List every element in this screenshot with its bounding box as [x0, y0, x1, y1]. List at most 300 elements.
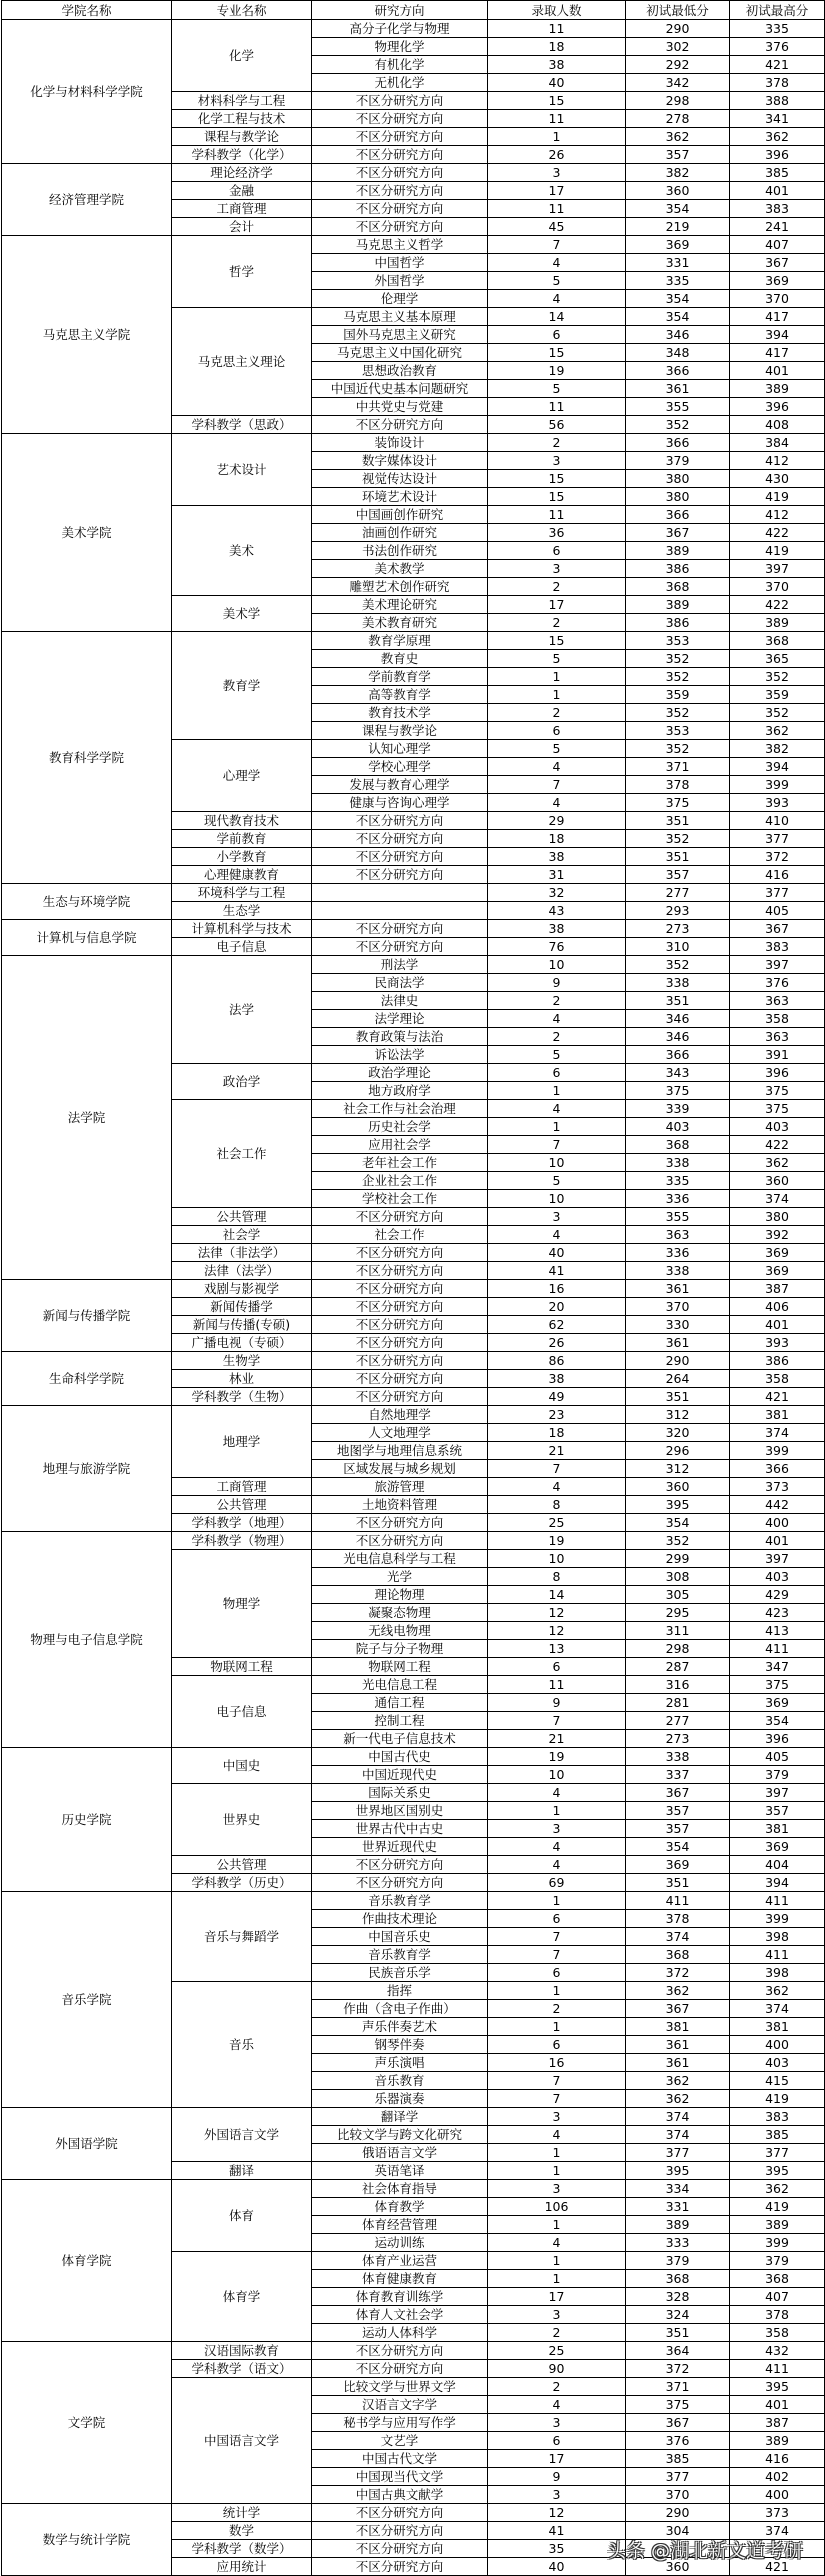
admitted-count: 1 — [488, 2162, 626, 2180]
admitted-count: 3 — [488, 2108, 626, 2126]
admitted-count: 4 — [488, 254, 626, 272]
min-score: 351 — [626, 1874, 730, 1892]
admitted-count: 62 — [488, 1316, 626, 1334]
admitted-count: 1 — [488, 2270, 626, 2288]
research-direction: 国外马克思主义研究 — [312, 326, 488, 344]
min-score: 357 — [626, 866, 730, 884]
max-score: 388 — [730, 92, 825, 110]
max-score: 407 — [730, 236, 825, 254]
admitted-count: 40 — [488, 2558, 626, 2576]
min-score: 357 — [626, 146, 730, 164]
college-name: 历史学院 — [2, 1748, 172, 1892]
admitted-count: 3 — [488, 452, 626, 470]
max-score: 404 — [730, 1856, 825, 1874]
research-direction: 体育教育训练学 — [312, 2288, 488, 2306]
admitted-count: 10 — [488, 956, 626, 974]
table-header-row — [2, 1, 825, 20]
admitted-count: 4 — [488, 1784, 626, 1802]
research-direction: 美术教学 — [312, 560, 488, 578]
admitted-count: 1 — [488, 128, 626, 146]
max-score: 363 — [730, 992, 825, 1010]
research-direction: 院子与分子物理 — [312, 1640, 488, 1658]
max-score: 375 — [730, 1100, 825, 1118]
max-score: 362 — [730, 722, 825, 740]
admitted-count: 4 — [488, 794, 626, 812]
max-score: 397 — [730, 956, 825, 974]
min-score: 335 — [626, 272, 730, 290]
max-score: 374 — [730, 2522, 825, 2540]
admitted-count: 7 — [488, 1946, 626, 1964]
admitted-count: 106 — [488, 2198, 626, 2216]
major-name: 翻译 — [172, 2162, 312, 2180]
research-direction: 不区分研究方向 — [312, 866, 488, 884]
admitted-count: 29 — [488, 812, 626, 830]
min-score: 369 — [626, 1856, 730, 1874]
max-score: 411 — [730, 1946, 825, 1964]
min-score: 374 — [626, 2108, 730, 2126]
major-name: 环境科学与工程 — [172, 884, 312, 902]
max-score: 393 — [730, 794, 825, 812]
research-direction: 不区分研究方向 — [312, 848, 488, 866]
major-name: 中国语言文学 — [172, 2378, 312, 2504]
min-score: 381 — [626, 2018, 730, 2036]
max-score: 400 — [730, 2486, 825, 2504]
min-score: 364 — [626, 2342, 730, 2360]
max-score: 422 — [730, 1136, 825, 1154]
admitted-count: 36 — [488, 524, 626, 542]
research-direction: 不区分研究方向 — [312, 2540, 488, 2558]
admitted-count: 23 — [488, 1406, 626, 1424]
min-score: 290 — [626, 1352, 730, 1370]
max-score: 359 — [730, 686, 825, 704]
admitted-count: 41 — [488, 2522, 626, 2540]
table-row — [2, 20, 825, 38]
max-score: 378 — [730, 2306, 825, 2324]
research-direction: 美术教育研究 — [312, 614, 488, 632]
admitted-count: 17 — [488, 2288, 626, 2306]
max-score: 358 — [730, 1370, 825, 1388]
admitted-count: 2 — [488, 434, 626, 452]
table-body — [2, 20, 825, 2576]
max-score: 399 — [730, 776, 825, 794]
admitted-count: 16 — [488, 2054, 626, 2072]
research-direction: 区域发展与城乡规划 — [312, 1460, 488, 1478]
min-score: 395 — [626, 1496, 730, 1514]
major-name: 学前教育 — [172, 830, 312, 848]
max-score: 352 — [730, 668, 825, 686]
research-direction: 翻译学 — [312, 2108, 488, 2126]
max-score: 376 — [730, 974, 825, 992]
major-name: 马克思主义理论 — [172, 308, 312, 416]
max-score: 411 — [730, 1640, 825, 1658]
max-score: 379 — [730, 2252, 825, 2270]
min-score: 395 — [626, 2162, 730, 2180]
admitted-count: 15 — [488, 488, 626, 506]
min-score: 292 — [626, 56, 730, 74]
min-score: 351 — [626, 848, 730, 866]
min-score: 273 — [626, 920, 730, 938]
max-score: 394 — [730, 758, 825, 776]
min-score: 311 — [626, 1622, 730, 1640]
max-score: 399 — [730, 2234, 825, 2252]
admitted-count: 3 — [488, 2414, 626, 2432]
max-score: 381 — [730, 2018, 825, 2036]
min-score: 299 — [626, 1550, 730, 1568]
admitted-count: 15 — [488, 632, 626, 650]
max-score: 416 — [730, 866, 825, 884]
college-name: 物理与电子信息学院 — [2, 1532, 172, 1748]
research-direction: 健康与咨询心理学 — [312, 794, 488, 812]
admitted-count: 35 — [488, 2540, 626, 2558]
min-score: 379 — [626, 452, 730, 470]
admitted-count: 32 — [488, 884, 626, 902]
major-name: 统计学 — [172, 2504, 312, 2522]
research-direction: 不区分研究方向 — [312, 1532, 488, 1550]
min-score: 386 — [626, 614, 730, 632]
max-score: 368 — [730, 2270, 825, 2288]
admitted-count: 6 — [488, 1064, 626, 1082]
research-direction: 理论物理 — [312, 1586, 488, 1604]
research-direction: 高分子化学与物理 — [312, 20, 488, 38]
research-direction: 学校心理学 — [312, 758, 488, 776]
major-name: 艺术设计 — [172, 434, 312, 506]
min-score: 367 — [626, 2414, 730, 2432]
research-direction: 不区分研究方向 — [312, 2360, 488, 2378]
max-score: 354 — [730, 1712, 825, 1730]
header-max-score: 初试最高分 — [730, 1, 825, 20]
college-name: 数学与统计学院 — [2, 2504, 172, 2576]
max-score: 375 — [730, 1676, 825, 1694]
max-score: 400 — [730, 1514, 825, 1532]
research-direction: 指挥 — [312, 1982, 488, 2000]
research-direction: 不区分研究方向 — [312, 1334, 488, 1352]
max-score: 416 — [730, 2450, 825, 2468]
min-score: 359 — [626, 686, 730, 704]
max-score: 358 — [730, 1010, 825, 1028]
max-score: 387 — [730, 1280, 825, 1298]
major-name: 现代教育技术 — [172, 812, 312, 830]
max-score: 393 — [730, 1334, 825, 1352]
admitted-count: 9 — [488, 2468, 626, 2486]
max-score: 405 — [730, 1748, 825, 1766]
major-name: 计算机科学与技术 — [172, 920, 312, 938]
admitted-count: 1 — [488, 686, 626, 704]
research-direction: 旅游管理 — [312, 1478, 488, 1496]
max-score: 400 — [730, 2036, 825, 2054]
college-name: 生态与环境学院 — [2, 884, 172, 920]
max-score: 362 — [730, 1982, 825, 2000]
research-direction: 不区分研究方向 — [312, 1316, 488, 1334]
min-score: 287 — [626, 1658, 730, 1676]
min-score: 308 — [626, 1568, 730, 1586]
major-name: 学科教学（生物） — [172, 1388, 312, 1406]
research-direction: 政治学理论 — [312, 1064, 488, 1082]
research-direction: 声乐演唱 — [312, 2054, 488, 2072]
min-score: 351 — [626, 992, 730, 1010]
min-score: 310 — [626, 938, 730, 956]
major-name: 化学 — [172, 20, 312, 92]
major-name: 心理健康教育 — [172, 866, 312, 884]
admitted-count: 4 — [488, 1010, 626, 1028]
major-name: 法学 — [172, 956, 312, 1064]
research-direction: 比较文学与世界文学 — [312, 2378, 488, 2396]
min-score: 368 — [626, 578, 730, 596]
admitted-count: 4 — [488, 1226, 626, 1244]
min-score: 376 — [626, 2432, 730, 2450]
college-name: 体育学院 — [2, 2180, 172, 2342]
college-name: 教育科学学院 — [2, 632, 172, 884]
admitted-count: 6 — [488, 1964, 626, 1982]
min-score: 328 — [626, 2288, 730, 2306]
research-direction: 光电信息工程 — [312, 1676, 488, 1694]
research-direction: 油画创作研究 — [312, 524, 488, 542]
major-name: 材料科学与工程 — [172, 92, 312, 110]
admitted-count: 25 — [488, 1514, 626, 1532]
major-name: 社会工作 — [172, 1100, 312, 1208]
college-name: 生命科学学院 — [2, 1352, 172, 1406]
min-score: 370 — [626, 2486, 730, 2504]
max-score: 402 — [730, 2468, 825, 2486]
research-direction: 土地资料管理 — [312, 1496, 488, 1514]
major-name: 哲学 — [172, 236, 312, 308]
max-score: 401 — [730, 2396, 825, 2414]
admitted-count: 21 — [488, 1730, 626, 1748]
major-name: 学科教学（化学） — [172, 146, 312, 164]
admitted-count: 7 — [488, 1928, 626, 1946]
admitted-count: 15 — [488, 92, 626, 110]
table-row — [2, 2342, 825, 2360]
admitted-count: 2 — [488, 2000, 626, 2018]
max-score: 412 — [730, 452, 825, 470]
major-name: 金融 — [172, 182, 312, 200]
min-score: 369 — [626, 236, 730, 254]
admitted-count: 5 — [488, 1172, 626, 1190]
admitted-count: 3 — [488, 560, 626, 578]
min-score: 352 — [626, 956, 730, 974]
min-score: 295 — [626, 1604, 730, 1622]
min-score: 372 — [626, 1964, 730, 1982]
min-score: 367 — [626, 524, 730, 542]
major-name: 新闻与传播(专硕) — [172, 1316, 312, 1334]
min-score: 368 — [626, 2270, 730, 2288]
admitted-count: 4 — [488, 2396, 626, 2414]
max-score: 395 — [730, 2162, 825, 2180]
max-score: 397 — [730, 1550, 825, 1568]
min-score: 375 — [626, 794, 730, 812]
admitted-count: 19 — [488, 1532, 626, 1550]
max-score: 403 — [730, 2054, 825, 2072]
research-direction: 视觉传达设计 — [312, 470, 488, 488]
research-direction: 凝聚态物理 — [312, 1604, 488, 1622]
min-score: 366 — [626, 506, 730, 524]
research-direction: 不区分研究方向 — [312, 110, 488, 128]
admitted-count: 5 — [488, 380, 626, 398]
admitted-count: 1 — [488, 1802, 626, 1820]
admitted-count: 49 — [488, 1388, 626, 1406]
header-direction: 研究方向 — [312, 1, 488, 20]
max-score: 383 — [730, 938, 825, 956]
major-name: 学科教学（思政） — [172, 416, 312, 434]
admitted-count: 18 — [488, 830, 626, 848]
min-score: 334 — [626, 2180, 730, 2198]
max-score: 369 — [730, 1694, 825, 1712]
research-direction: 俄语语言文学 — [312, 2144, 488, 2162]
table-row — [2, 632, 825, 650]
research-direction: 不区分研究方向 — [312, 218, 488, 236]
research-direction: 汉语言文字学 — [312, 2396, 488, 2414]
admitted-count: 4 — [488, 1478, 626, 1496]
min-score: 362 — [626, 128, 730, 146]
max-score: 377 — [730, 884, 825, 902]
research-direction: 书法创作研究 — [312, 542, 488, 560]
admitted-count: 5 — [488, 1046, 626, 1064]
header-admitted: 录取人数 — [488, 1, 626, 20]
admitted-count: 1 — [488, 668, 626, 686]
research-direction: 认知心理学 — [312, 740, 488, 758]
max-score: 381 — [730, 1820, 825, 1838]
table-row — [2, 1352, 825, 1370]
admitted-count: 4 — [488, 2126, 626, 2144]
table-row — [2, 884, 825, 902]
min-score: 304 — [626, 2522, 730, 2540]
min-score: 352 — [626, 668, 730, 686]
research-direction: 控制工程 — [312, 1712, 488, 1730]
min-score: 298 — [626, 92, 730, 110]
max-score: 396 — [730, 146, 825, 164]
min-score: 370 — [626, 1298, 730, 1316]
max-score: 381 — [730, 1406, 825, 1424]
min-score: 277 — [626, 1712, 730, 1730]
research-direction: 无线电物理 — [312, 1622, 488, 1640]
admitted-count: 2 — [488, 2378, 626, 2396]
max-score: 362 — [730, 2180, 825, 2198]
research-direction: 不区分研究方向 — [312, 2342, 488, 2360]
max-score: 405 — [730, 902, 825, 920]
min-score: 348 — [626, 344, 730, 362]
major-name: 政治学 — [172, 1064, 312, 1100]
research-direction: 音乐教育学 — [312, 1892, 488, 1910]
max-score: 423 — [730, 1604, 825, 1622]
min-score: 277 — [626, 884, 730, 902]
admitted-count: 16 — [488, 1280, 626, 1298]
max-score: 372 — [730, 848, 825, 866]
max-score: 429 — [730, 1586, 825, 1604]
research-direction: 伦理学 — [312, 290, 488, 308]
admitted-count: 10 — [488, 1766, 626, 1784]
min-score: 354 — [626, 308, 730, 326]
research-direction: 不区分研究方向 — [312, 164, 488, 182]
min-score: 305 — [626, 1586, 730, 1604]
admitted-count: 17 — [488, 2450, 626, 2468]
research-direction: 体育产业运营 — [312, 2252, 488, 2270]
min-score: 338 — [626, 974, 730, 992]
admitted-count: 40 — [488, 1244, 626, 1262]
max-score: 413 — [730, 1622, 825, 1640]
min-score: 312 — [626, 1460, 730, 1478]
admitted-count: 7 — [488, 2090, 626, 2108]
admitted-count: 7 — [488, 776, 626, 794]
admitted-count: 12 — [488, 2504, 626, 2522]
max-score: 419 — [730, 488, 825, 506]
max-score: 401 — [730, 182, 825, 200]
min-score: 362 — [626, 2072, 730, 2090]
admitted-count: 4 — [488, 2234, 626, 2252]
research-direction: 不区分研究方向 — [312, 1352, 488, 1370]
major-name: 汉语国际教育 — [172, 2342, 312, 2360]
research-direction: 思想政治教育 — [312, 362, 488, 380]
research-direction — [312, 884, 488, 902]
research-direction: 自然地理学 — [312, 1406, 488, 1424]
major-name: 中国史 — [172, 1748, 312, 1784]
research-direction: 不区分研究方向 — [312, 1856, 488, 1874]
major-name: 学科教学（物理） — [172, 1532, 312, 1550]
research-direction: 地方政府学 — [312, 1082, 488, 1100]
admitted-count: 7 — [488, 236, 626, 254]
min-score: 346 — [626, 1028, 730, 1046]
admitted-count: 38 — [488, 56, 626, 74]
major-name: 音乐与舞蹈学 — [172, 1892, 312, 1982]
research-direction: 诉讼法学 — [312, 1046, 488, 1064]
table-row — [2, 236, 825, 254]
admitted-count: 13 — [488, 1640, 626, 1658]
table-row — [2, 1892, 825, 1910]
min-score: 264 — [626, 1370, 730, 1388]
min-score: 378 — [626, 1910, 730, 1928]
research-direction: 不区分研究方向 — [312, 2558, 488, 2576]
research-direction: 无机化学 — [312, 74, 488, 92]
admitted-count: 3 — [488, 2306, 626, 2324]
research-direction: 国际关系史 — [312, 1784, 488, 1802]
college-name: 地理与旅游学院 — [2, 1406, 172, 1532]
min-score: 366 — [626, 1046, 730, 1064]
min-score: 354 — [626, 1514, 730, 1532]
admitted-count: 86 — [488, 1352, 626, 1370]
min-score: 219 — [626, 218, 730, 236]
research-direction: 不区分研究方向 — [312, 200, 488, 218]
max-score: 410 — [730, 812, 825, 830]
max-score: 370 — [730, 578, 825, 596]
research-direction: 不区分研究方向 — [312, 812, 488, 830]
major-name: 电子信息 — [172, 1676, 312, 1748]
research-direction: 中国近代史基本问题研究 — [312, 380, 488, 398]
admitted-count: 5 — [488, 740, 626, 758]
table-row — [2, 1406, 825, 1424]
min-score: 354 — [626, 200, 730, 218]
admitted-count: 17 — [488, 596, 626, 614]
max-score: 383 — [730, 200, 825, 218]
admitted-count: 5 — [488, 272, 626, 290]
min-score: 375 — [626, 2396, 730, 2414]
research-direction: 运动训练 — [312, 2234, 488, 2252]
min-score: 389 — [626, 542, 730, 560]
major-name: 广播电视（专硕） — [172, 1334, 312, 1352]
admitted-count: 14 — [488, 1586, 626, 1604]
max-score: 397 — [730, 560, 825, 578]
research-direction: 运动人体科学 — [312, 2324, 488, 2342]
max-score: 398 — [730, 1964, 825, 1982]
max-score: 369 — [730, 1838, 825, 1856]
research-direction: 社会工作与社会治理 — [312, 1100, 488, 1118]
major-name: 会计 — [172, 218, 312, 236]
max-score: 369 — [730, 272, 825, 290]
min-score: 293 — [626, 902, 730, 920]
min-score: 386 — [626, 560, 730, 578]
min-score: 361 — [626, 2054, 730, 2072]
admitted-count: 1 — [488, 1892, 626, 1910]
major-name: 戏剧与影视学 — [172, 1280, 312, 1298]
admitted-count: 8 — [488, 1496, 626, 1514]
research-direction: 不区分研究方向 — [312, 2504, 488, 2522]
